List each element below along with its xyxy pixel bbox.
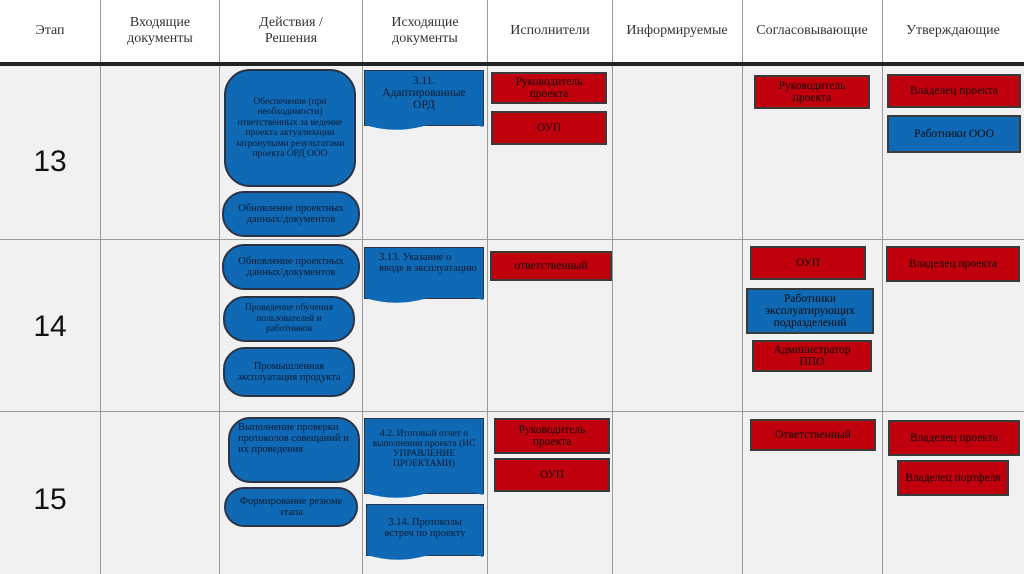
document-title: 4.2. Итоговый отчет о выполнении проекта (ИС УПРАВЛЕНИЕ ПРОЕКТАМИ) [372,429,476,469]
approver-box: Владелец портфеля [897,460,1009,496]
header-approving: Утверждающие [906,23,1000,38]
divider [487,0,488,62]
executor-box: Руководитель проекта [491,72,607,104]
header-executors: Исполнители [510,23,590,38]
divider [742,0,743,62]
action-step: Обновление проектных данных/документов [222,191,360,237]
divider [742,66,743,574]
table-header [0,0,1024,62]
header-stage: Этап [35,23,65,38]
stage-number: 14 [33,310,67,343]
agreeing-box: Администратор ППО [752,340,872,372]
approver-box: Владелец проекта [888,420,1020,456]
row-divider [0,239,1024,240]
outgoing-document [364,247,484,299]
action-step: Выполнение проверки протоколов совещаний и их проведения [228,417,360,483]
divider [219,66,220,574]
action-step: Проведение обучения пользователей и работников [223,296,355,342]
stage-number: 13 [33,145,67,178]
action-step: Формирование резюме этапа [224,487,358,527]
approver-box: Владелец проекта [887,74,1021,108]
document-wave-icon [365,295,483,305]
outgoing-document [364,418,484,494]
action-step: Промышленная эксплуатация продукта [223,347,355,397]
document-title: 3.14. Протоколы встреч по проекту [384,517,466,539]
executor-box: ОУП [494,458,610,492]
agreeing-box: Работники эксплуатирующих подразделений [746,288,874,334]
header-actions: Действия / Решения [259,15,323,46]
row-divider [0,411,1024,412]
divider [487,66,488,574]
action-step: Обновление проектных данных/документов [222,244,360,290]
divider [882,0,883,62]
divider [219,0,220,62]
header-outgoing-docs: Исходящие документы [391,15,459,46]
executor-box: ответственный [490,251,612,281]
document-wave-icon [367,552,483,562]
document-wave-icon [365,490,483,500]
approver-box: Работники ООО [887,115,1021,153]
header-agreeing: Согласовывающие [756,23,868,38]
document-title: 3.11. Адаптированные ОРД [382,75,466,111]
divider [612,66,613,574]
header-informed: Информируемые [626,23,728,38]
outgoing-document [366,504,484,556]
divider [362,0,363,62]
agreeing-box: Ответственный [750,419,876,451]
executor-box: Руководитель проекта [494,418,610,454]
document-title: 3.13. Указание о вводе в эксплуатацию [379,252,477,274]
document-wave-icon [365,122,483,132]
divider [100,0,101,62]
divider [612,0,613,62]
divider [362,66,363,574]
header-incoming-docs: Входящие документы [127,15,193,46]
action-step: Обеспечение (при необходимости) ответственных за ведение проекта актуализации затронутыми результатами проекта ОРД ООО [224,69,356,187]
divider [100,66,101,574]
stage-number: 15 [33,483,67,516]
executor-box: ОУП [491,111,607,145]
divider [882,66,883,574]
outgoing-document [364,70,484,126]
agreeing-box: Руководитель проекта [754,75,870,109]
agreeing-box: ОУП [750,246,866,280]
approver-box: Владелец проекта [886,246,1020,282]
